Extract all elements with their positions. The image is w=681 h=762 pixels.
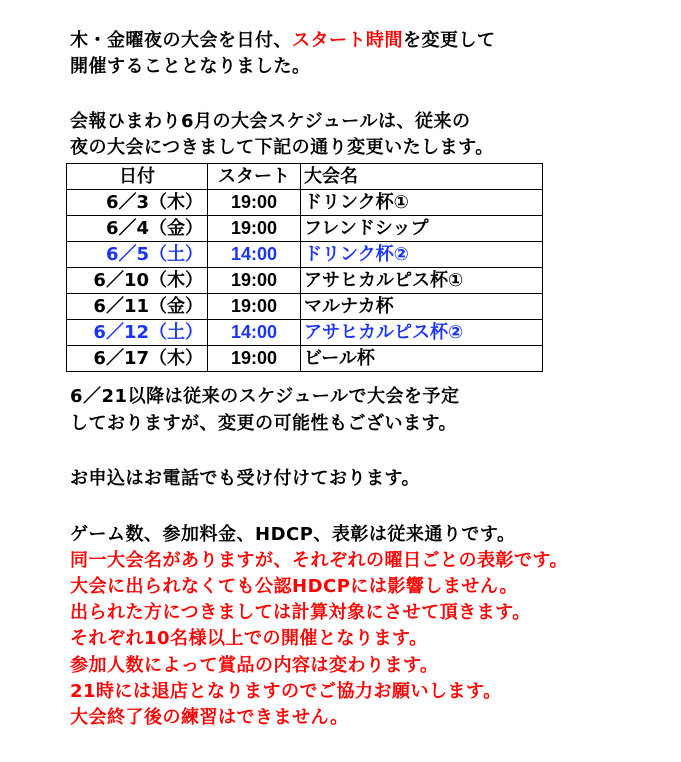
header-start: スタート xyxy=(208,164,301,190)
table-row xyxy=(67,190,543,216)
schedule-intro-line-2: 夜の大会につきまして下記の通り変更いたします。 xyxy=(70,137,494,158)
cell-start: 14:00 xyxy=(208,320,301,346)
schedule-table xyxy=(66,163,543,372)
header-date: 日付 xyxy=(67,164,208,190)
table-row xyxy=(67,242,543,268)
cell-date: 6／11（金） xyxy=(67,294,208,320)
header-tournament-name: 大会名 xyxy=(301,164,543,190)
intro-line-2: 開催することとなりました。 xyxy=(70,56,311,77)
cell-name: アサヒカルピス杯② xyxy=(301,320,543,346)
note-item: 大会に出られなくても公認HDCPには影響しません。 xyxy=(70,576,518,597)
cell-start: 19:00 xyxy=(208,294,301,320)
cell-name: ビール杯 xyxy=(301,346,543,372)
note-item: それぞれ10名様以上での開催となります。 xyxy=(70,628,428,649)
note-item: 参加人数によって賞品の内容は変わります。 xyxy=(70,655,439,676)
table-row xyxy=(67,216,543,242)
table-row xyxy=(67,294,543,320)
start-time-emphasis: スタート時間 xyxy=(292,30,403,51)
table-row xyxy=(67,346,543,372)
note-item: 21時には退店となりますのでご協力お願いします。 xyxy=(70,681,502,702)
schedule-header-row xyxy=(67,164,543,190)
note-item: 大会終了後の練習はできません。 xyxy=(70,707,349,728)
cell-date: 6／3（木） xyxy=(67,190,208,216)
table-row xyxy=(67,320,543,346)
phone-application-note: お申込はお電話でも受け付けております。 xyxy=(70,468,421,489)
cell-start: 19:00 xyxy=(208,190,301,216)
intro-line-1 xyxy=(70,30,496,52)
cell-start: 19:00 xyxy=(208,268,301,294)
schedule-body xyxy=(67,190,543,372)
cell-name: フレンドシップ xyxy=(301,216,543,242)
intro-text-a: 木・金曜夜の大会を日付、 xyxy=(70,30,292,51)
schedule-intro-line-1: 会報ひまわり6月の大会スケジュールは、従来の xyxy=(70,111,471,132)
note-item: 同一大会名がありますが、それぞれの曜日ごとの表彰です。 xyxy=(70,550,569,571)
cell-name: マルナカ杯 xyxy=(301,294,543,320)
cell-start: 19:00 xyxy=(208,346,301,372)
note-item: 出られた方につきましては計算対象にさせて頂きます。 xyxy=(70,602,531,623)
rules-unchanged-note: ゲーム数、参加料金、HDCP、表彰は従来通りです。 xyxy=(70,524,516,545)
intro-text-c: を変更して xyxy=(403,30,496,51)
cell-date: 6／17（木） xyxy=(67,346,208,372)
cell-start: 14:00 xyxy=(208,242,301,268)
cell-date: 6／5（土） xyxy=(67,242,208,268)
cell-date: 6／4（金） xyxy=(67,216,208,242)
cell-start: 19:00 xyxy=(208,216,301,242)
cell-name: ドリンク杯② xyxy=(301,242,543,268)
cell-name: アサヒカルピス杯① xyxy=(301,268,543,294)
table-row xyxy=(67,268,543,294)
cell-date: 6／12（土） xyxy=(67,320,208,346)
cell-name: ドリンク杯① xyxy=(301,190,543,216)
cell-date: 6／10（木） xyxy=(67,268,208,294)
future-schedule-line-2: しておりますが、変更の可能性もございます。 xyxy=(70,413,458,434)
future-schedule-line-1: 6／21以降は従来のスケジュールで大会を予定 xyxy=(70,386,460,407)
